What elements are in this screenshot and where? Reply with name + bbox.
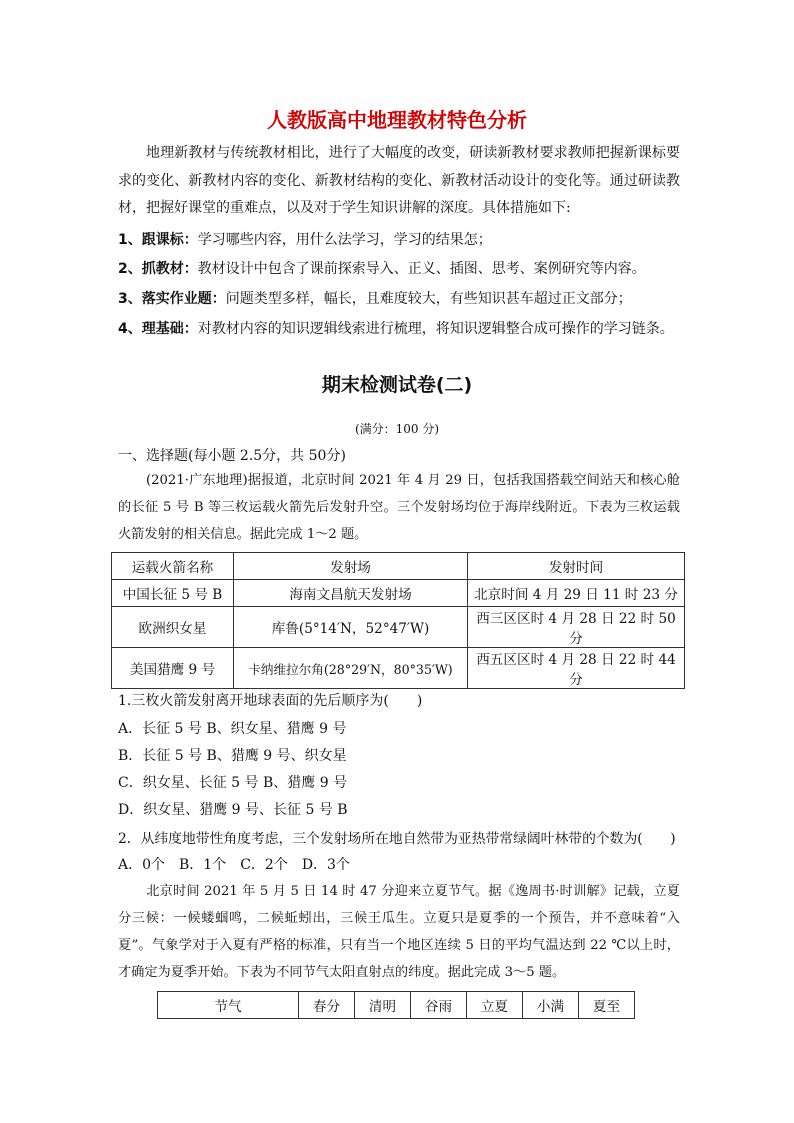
table-header-cell: 小满: [523, 992, 579, 1019]
measure-label: 1、跟课标：: [118, 232, 198, 248]
table-cell: 美国猎鹰 9 号: [112, 648, 234, 689]
measure-item-1: [118, 229, 492, 249]
table-header-cell: 春分: [299, 992, 355, 1019]
measure-text: 问题类型多样，幅长，且难度较大，有些知识甚车超过正文部分；: [225, 291, 632, 307]
table-header-row: [158, 992, 635, 1019]
table-cell: 海南文昌航天发射场: [234, 580, 468, 607]
measure-item-4: [118, 318, 674, 338]
full-score: (满分：100 分): [354, 422, 440, 436]
table-cell: 中国长征 5 号 B: [112, 580, 234, 607]
question-2-stem: 2．从纬度地带性角度考虑，三个发射场所在地自然带为亚热带常绿阔叶林带的个数为( ): [118, 831, 676, 847]
question-1-option-b: B．长征 5 号 B、猎鹰 9 号、织女星: [118, 748, 347, 764]
measure-label: 4、理基础：: [118, 321, 198, 337]
passage-2: [118, 878, 680, 986]
table-cell: 北京时间 4 月 29 日 11 时 23 分: [468, 580, 685, 607]
measure-item-3: [118, 288, 632, 308]
table-header-cell: 立夏: [467, 992, 523, 1019]
table-cell: 库鲁(5°14′N，52°47′W): [234, 607, 468, 648]
measure-label: 3、落实作业题：: [118, 291, 226, 307]
intro-paragraph: [118, 140, 680, 223]
table-header-cell: 谷雨: [411, 992, 467, 1019]
table-header-cell: 清明: [355, 992, 411, 1019]
solar-term-table: [157, 991, 635, 1019]
section-heading: 一、选择题(每小题 2.5分，共 50分): [118, 448, 346, 464]
launch-table: [111, 552, 685, 689]
measure-text: 对教材内容的知识逻辑线索进行梳理，将知识逻辑整合成可操作的学习链条。: [197, 321, 674, 337]
question-1-option-a: A．长征 5 号 B、织女星、猎鹰 9 号: [118, 721, 347, 737]
table-cell: 欧洲织女星: [112, 607, 234, 648]
exam-title: 期末检测试卷(二): [321, 374, 473, 396]
table-header-row: [112, 553, 685, 580]
table-row: [112, 580, 685, 607]
document-title: 人教版高中地理教材特色分析: [267, 108, 527, 132]
table-header-cell: 节气: [158, 992, 299, 1019]
measure-label: 2、抓教材：: [118, 261, 198, 277]
table-header-cell: 运载火箭名称: [112, 553, 234, 580]
table-row: [112, 607, 685, 648]
measure-text: 学习哪些内容，用什么法学习，学习的结果怎；: [197, 232, 492, 248]
question-1-option-d: D．织女星、猎鹰 9 号、长征 5 号 B: [118, 802, 348, 818]
intro-text: 地理新教材与传统教材相比，进行了大幅度的改变，研读新教材要求教师把握新课标要求的变化、新教材内容的变化、新教材结构的变化、新教材活动设计的变化等。通过研读教材，把握好课堂的重难点，以及对于学生知识讲解的深度。具体措施如下:: [118, 145, 680, 216]
table-header-cell: 发射场: [234, 553, 468, 580]
table-cell: 西三区区时 4 月 28 日 22 时 50 分: [468, 607, 685, 648]
passage-1: [118, 467, 680, 548]
table-row: [112, 648, 685, 689]
question-2-options: A．0个 B．1个 C．2个 D．3个: [118, 857, 350, 873]
table-cell: 卡纳维拉尔角(28°29′N，80°35′W): [234, 648, 468, 689]
table-header-cell: 发射时间: [468, 553, 685, 580]
table-cell: 西五区区时 4 月 28 日 22 时 44 分: [468, 648, 685, 689]
measure-item-2: [118, 258, 646, 278]
question-1-stem: 1.三枚火箭发射离开地球表面的先后顺序为( ): [118, 693, 423, 709]
measure-text: 教材设计中包含了课前探索导入、正义、插图、思考、案例研究等内容。: [197, 261, 646, 277]
passage-1-text: (2021·广东地理)据报道，北京时间 2021 年 4 月 29 日，包括我国搭载空间站天和核心舱的长征 5 号 B 等三枚运载火箭先后发射升空。三个发射场均位于海岸线附近。下表为三枚运载火箭发射的相关信息。据此完成 1～2 题。: [118, 473, 680, 542]
passage-2-text: 北京时间 2021 年 5 月 5 日 14 时 47 分迎来立夏节气。据《逸周书·时训解》记载，立夏分三候：一候蝼蝈鸣，二候蚯蚓出，三候王瓜生。立夏只是夏季的一个预告，并不意味着“入夏”。气象学对于入夏有严格的标准，只有当一个地区连续 5 日的平均气温达到 22 ℃以上时，才确定为夏季开始。下表为不同节气太阳直射点的纬度。据此完成 3～5 题。: [118, 884, 680, 980]
question-1-option-c: C．织女星、长征 5 号 B、猎鹰 9 号: [118, 775, 348, 791]
table-header-cell: 夏至: [579, 992, 635, 1019]
